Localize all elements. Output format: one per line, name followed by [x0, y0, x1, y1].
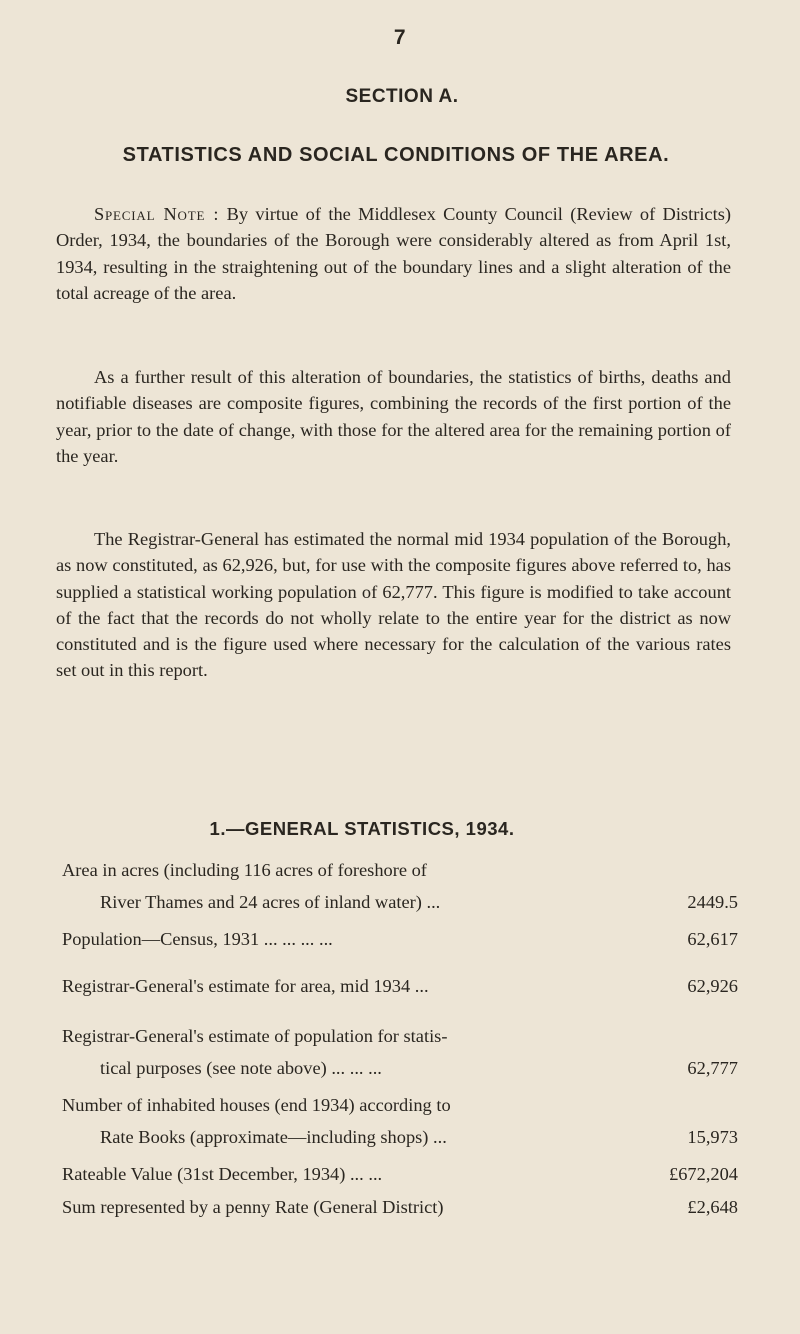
stat-label: Registrar-General's estimate of population for statis- — [62, 1026, 448, 1046]
special-note-text: By virtue of the Middlesex County Council (Review of Districts) Order, 1934, the boundaries of the Borough were considerably altered as from April 1st, 1934, resulting in the straightening out of the boundary lines and a slight alteration of the total acreage of the area. — [56, 204, 731, 303]
page-title: STATISTICS AND SOCIAL CONDITIONS OF THE AREA. — [122, 144, 670, 166]
stat-value: 62,777 — [687, 1058, 738, 1078]
stat-row-inhabited-houses — [62, 1095, 738, 1155]
stat-label: Sum represented by a penny Rate (General District) — [62, 1197, 444, 1217]
general-statistics-title: 1.—GENERAL STATISTICS, 1934. — [209, 818, 515, 839]
population-estimate-paragraph: The Registrar-General has estimated the normal mid 1934 population of the Borough, as now constituted, as 62,926, but, for use with the composite figures above referred to, has supplied a statistical working population of 62,777. This figure is modified to take account of the fact that the records do not wholly relate to the entire year for the district as now constituted and is the figure used where necessary for the calculation of the various rates set out in this report. — [56, 529, 731, 681]
stat-value: £672,204 — [669, 1164, 738, 1184]
boundary-alteration-paragraph: As a further result of this alteration of boundaries, the statistics of births, deaths and notifiable diseases are composite figures, combining the records of the first portion of the year, prior to the date of change, with those for the altered area for the remaining portion of the year. — [56, 367, 731, 466]
stat-label-cont: tical purposes (see note above) ... ... ... — [100, 1058, 382, 1078]
stat-value: 2449.5 — [687, 892, 738, 912]
page-number: 7 — [393, 26, 407, 49]
stat-label: Area in acres (including 116 acres of foreshore of — [62, 860, 427, 880]
stat-value: 15,973 — [687, 1127, 738, 1147]
stat-label: Registrar-General's estimate for area, mid 1934 ... — [62, 976, 429, 996]
stat-label-cont: River Thames and 24 acres of inland water) ... — [100, 892, 441, 912]
stat-label: Population—Census, 1931 ... ... ... ... — [62, 929, 333, 949]
special-note-paragraph — [56, 201, 731, 306]
stat-row-mid-estimate — [62, 976, 738, 1004]
stat-value: 62,926 — [687, 976, 738, 996]
special-note-label: Special Note : — [94, 204, 220, 224]
stat-row-area — [62, 860, 738, 920]
stat-row-rateable-value — [62, 1164, 738, 1192]
section-label: SECTION A. — [345, 86, 459, 107]
stat-value: 62,617 — [687, 929, 738, 949]
stat-label-cont: Rate Books (approximate—including shops) ... — [100, 1127, 447, 1147]
stat-label: Rateable Value (31st December, 1934) ... ... — [62, 1164, 383, 1184]
stat-row-census — [62, 929, 738, 957]
stat-value: £2,648 — [687, 1197, 738, 1217]
stat-row-penny-rate — [62, 1197, 738, 1225]
stat-row-statistical-population — [62, 1026, 738, 1086]
stat-label: Number of inhabited houses (end 1934) according to — [62, 1095, 451, 1115]
